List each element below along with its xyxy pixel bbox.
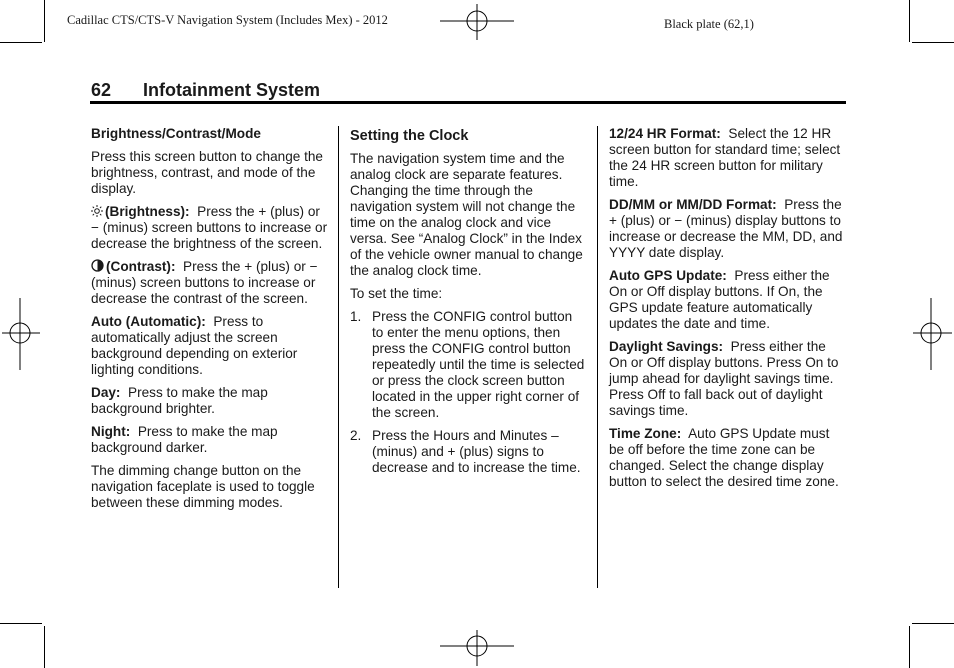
dimming-paragraph: The dimming change button on the navigation faceplate is used to toggle between these dimming modes.	[91, 463, 315, 510]
registration-mark-top	[440, 0, 514, 44]
day-text: Press to make the map background brighter.	[91, 385, 268, 416]
gps-update-label: Auto GPS Update:	[609, 268, 727, 283]
crop-mark	[0, 42, 42, 43]
step-number: 2.	[350, 428, 362, 443]
hr-format-item	[609, 126, 845, 190]
crop-mark	[909, 626, 910, 668]
to-set-paragraph: To set the time:	[350, 286, 443, 301]
contrast-item	[91, 259, 331, 307]
page-number: 62	[91, 80, 112, 100]
step-text: Press the Hours and Minutes – (minus) and + (plus) signs to decrease and to increase the time.	[372, 428, 581, 475]
brightness-icon	[91, 205, 103, 217]
date-format-text: Press the + (plus) or − (minus) display buttons to increase or decrease the MM, DD, and YYYY date display.	[609, 197, 843, 260]
date-format-item	[609, 197, 845, 261]
section-title: Infotainment System	[143, 80, 321, 100]
list-item	[350, 309, 586, 421]
intro-paragraph: Press this screen button to change the brightness, contrast, and mode of the display.	[91, 149, 323, 196]
time-zone-item	[609, 426, 845, 490]
contrast-label: (Contrast):	[106, 259, 176, 274]
column-divider	[338, 126, 339, 588]
brightness-label: (Brightness):	[105, 204, 190, 219]
auto-item	[91, 314, 331, 378]
step-number: 1.	[350, 309, 362, 324]
column-1	[91, 126, 331, 518]
crop-mark	[44, 626, 45, 668]
daylight-savings-label: Daylight Savings:	[609, 339, 724, 354]
auto-text: Press to automatically adjust the screen background depending on exterior lighting conditions.	[91, 314, 298, 377]
crop-mark	[909, 0, 910, 42]
crop-mark	[912, 42, 954, 43]
crop-mark	[44, 0, 45, 42]
gps-update-text: Press either the On or Off display buttons. If On, the GPS update feature automatically updates the date and time.	[609, 268, 830, 331]
night-label: Night:	[91, 424, 131, 439]
document-header: Cadillac CTS/CTS-V Navigation System (Includes Mex) - 2012	[67, 13, 388, 27]
day-label: Day:	[91, 385, 121, 400]
plate-label: Black plate (62,1)	[664, 17, 754, 31]
brightness-text: Press the + (plus) or − (minus) screen buttons to increase or decrease the brightness of the screen.	[91, 204, 328, 251]
time-zone-label: Time Zone:	[609, 426, 682, 441]
contrast-icon	[91, 259, 104, 272]
date-format-label: DD/MM or MM/DD Format:	[609, 197, 777, 212]
crop-mark	[0, 623, 42, 624]
registration-mark-bottom	[440, 626, 514, 668]
column-divider	[597, 126, 598, 588]
time-zone-text: Auto GPS Update must be off before the time zone can be changed. Select the change display button to select the desired time zone.	[609, 426, 839, 489]
night-text: Press to make the map background darker.	[91, 424, 278, 455]
list-item	[350, 428, 586, 476]
setting-clock-heading: Setting the Clock	[350, 128, 469, 144]
registration-mark-right	[910, 298, 954, 370]
day-item	[91, 385, 331, 417]
gps-update-item	[609, 268, 845, 332]
steps-list	[350, 309, 586, 476]
contrast-text: Press the + (plus) or − (minus) screen buttons to increase or decrease the contrast of the screen.	[91, 259, 318, 306]
hr-format-text: Select the 12 HR screen button for standard time; select the 24 HR screen button for military time.	[609, 126, 841, 189]
column-2	[350, 126, 586, 483]
brightness-contrast-mode-heading: Brightness/Contrast/Mode	[91, 126, 261, 141]
night-item	[91, 424, 331, 456]
brightness-item	[91, 204, 331, 252]
crop-mark	[912, 623, 954, 624]
header-rule	[90, 101, 846, 104]
hr-format-label: 12/24 HR Format:	[609, 126, 721, 141]
registration-mark-left	[0, 298, 44, 370]
daylight-savings-item	[609, 339, 845, 419]
step-text: Press the CONFIG control button to enter the menu options, then press the CONFIG control button repeatedly until the time is selected or press the clock screen button located in the upper right corner of the screen.	[372, 309, 585, 420]
daylight-savings-text: Press either the On or Off display buttons. Press On to jump ahead for daylight savings time. Press Off to fall back out of daylight savings time.	[609, 339, 839, 418]
clock-intro-paragraph: The navigation system time and the analog clock are separate features. Changing the time through the navigation system will not change the time on the analog clock and vice versa. See “Analog Clock” in the Index of the vehicle owner manual to change the analog clock time.	[350, 151, 583, 278]
auto-label: Auto (Automatic):	[91, 314, 206, 329]
column-3	[609, 126, 845, 497]
